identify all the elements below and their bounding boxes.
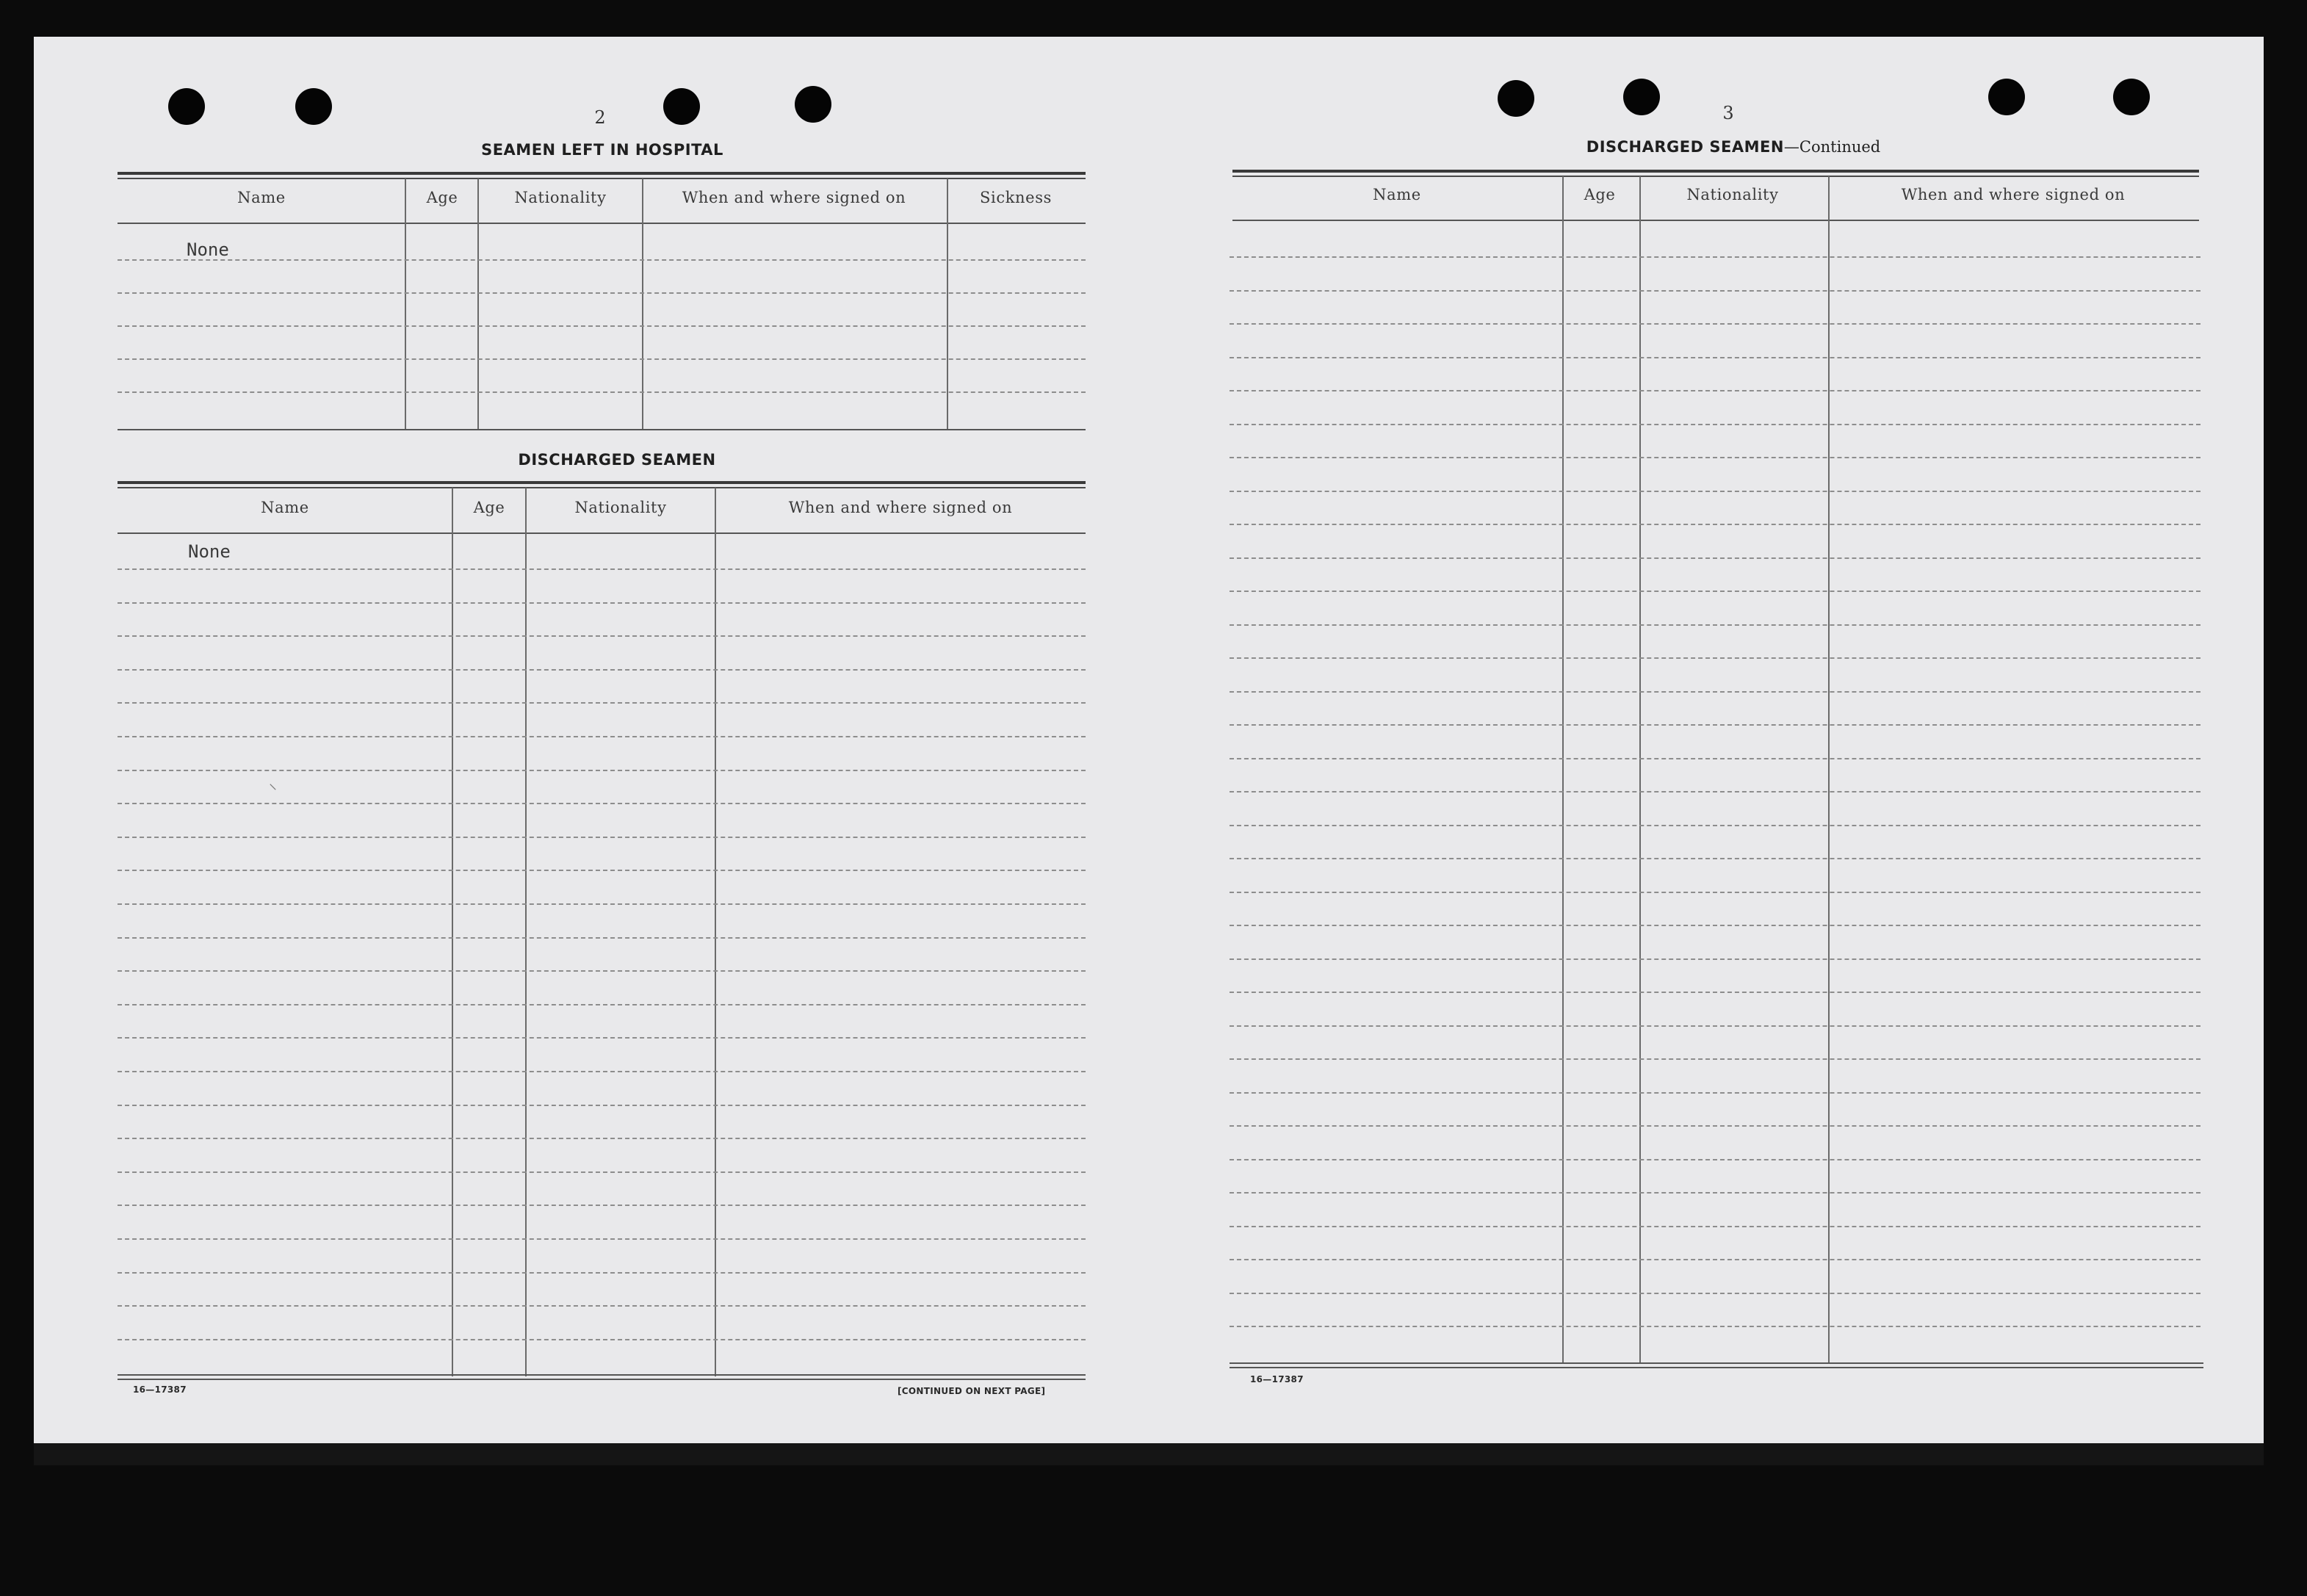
- row-line: [1230, 858, 2201, 859]
- row-line: [118, 1238, 1086, 1240]
- page-number-right: 3: [1722, 103, 1734, 123]
- row-line: [118, 803, 1086, 804]
- row-line: [1230, 657, 2201, 659]
- discharged-header-nationality: Nationality: [574, 499, 667, 516]
- right-top-rule: [1232, 170, 2199, 173]
- row-line: [1230, 1326, 2201, 1327]
- sheet-edge-shadow: [34, 1443, 2264, 1465]
- discharged-col-divider: [452, 488, 453, 1376]
- right-title-suffix: —Continued: [1783, 138, 1881, 156]
- hospital-header-name: Name: [237, 189, 286, 206]
- right-form-number: 16—17387: [1250, 1374, 1304, 1384]
- row-line: [118, 1272, 1086, 1274]
- row-line: [1230, 1058, 2201, 1060]
- right-bottom-rule-2: [1230, 1367, 2203, 1368]
- punch-hole: [168, 88, 205, 125]
- row-line: [118, 970, 1086, 972]
- row-line: [118, 837, 1086, 838]
- hospital-top-rule-2: [118, 178, 1086, 179]
- row-line: [118, 1205, 1086, 1206]
- right-section-title: [1528, 138, 1939, 156]
- hospital-row-line: [118, 358, 1086, 360]
- row-line: [1230, 357, 2201, 358]
- row-line: [1230, 992, 2201, 993]
- discharged-header-age: Age: [473, 499, 505, 516]
- row-line: [1230, 424, 2201, 425]
- row-line: [1230, 1192, 2201, 1194]
- row-line: [118, 1305, 1086, 1307]
- hospital-header-sickness: Sickness: [980, 189, 1052, 206]
- hospital-header-age: Age: [426, 189, 458, 206]
- left-form-number: 16—17387: [133, 1384, 187, 1395]
- row-line: [1230, 925, 2201, 926]
- row-line: [118, 1339, 1086, 1340]
- row-line: [1230, 1259, 2201, 1260]
- row-line: [1230, 1125, 2201, 1127]
- row-line: [118, 602, 1086, 604]
- row-line: [1230, 624, 2201, 626]
- row-line: [118, 770, 1086, 771]
- discharged-section-title: DISCHARGED SEAMEN: [518, 451, 716, 469]
- discharged-bottom-rule: [118, 1374, 1086, 1376]
- punch-hole: [1623, 79, 1660, 115]
- row-line: [118, 669, 1086, 671]
- row-line: [1230, 390, 2201, 391]
- hospital-entry: None: [187, 239, 229, 260]
- row-line: [1230, 691, 2201, 693]
- hospital-row-line: [118, 292, 1086, 294]
- row-line: [1230, 1092, 2201, 1094]
- row-line: [118, 903, 1086, 905]
- discharged-header-signed-on: When and where signed on: [788, 499, 1013, 516]
- right-header-rule: [1232, 220, 2199, 221]
- right-col-divider: [1639, 176, 1641, 1364]
- row-line: [118, 1138, 1086, 1139]
- row-line: [1230, 591, 2201, 592]
- discharged-entry: None: [188, 541, 231, 562]
- page-number-left: 2: [594, 107, 606, 128]
- row-line: [118, 870, 1086, 871]
- hospital-top-rule: [118, 172, 1086, 175]
- row-line: [118, 1105, 1086, 1106]
- row-line: [1230, 524, 2201, 525]
- row-line: [1230, 323, 2201, 325]
- right-title-main: DISCHARGED SEAMEN: [1586, 138, 1784, 156]
- right-col-divider: [1828, 176, 1830, 1364]
- stray-marks: ⸌: [269, 781, 278, 800]
- row-line: [118, 736, 1086, 737]
- continued-note: [CONTINUED ON NEXT PAGE]: [898, 1386, 1046, 1396]
- row-line: [1230, 1226, 2201, 1227]
- row-line: [1230, 892, 2201, 893]
- row-line: [118, 1004, 1086, 1005]
- right-header-signed-on: When and where signed on: [1901, 186, 2126, 203]
- row-line: [1230, 724, 2201, 726]
- hospital-section-title: SEAMEN LEFT IN HOSPITAL: [481, 141, 723, 159]
- row-line: [118, 1037, 1086, 1039]
- row-line: [1230, 1025, 2201, 1027]
- row-line: [1230, 290, 2201, 292]
- discharged-col-divider: [715, 488, 716, 1376]
- discharged-top-rule-2: [118, 487, 1086, 488]
- right-bottom-rule: [1230, 1362, 2203, 1364]
- right-header-age: Age: [1584, 186, 1616, 203]
- discharged-top-rule: [118, 481, 1086, 484]
- discharged-bottom-rule-2: [118, 1379, 1086, 1380]
- punch-hole: [2113, 79, 2150, 115]
- row-line: [118, 568, 1086, 570]
- discharged-col-divider: [525, 488, 527, 1376]
- right-top-rule-2: [1232, 176, 2199, 177]
- punch-hole: [1988, 79, 2025, 115]
- hospital-header-nationality: Nationality: [514, 189, 607, 206]
- row-line: [1230, 958, 2201, 960]
- row-line: [1230, 791, 2201, 792]
- row-line: [118, 937, 1086, 939]
- row-line: [1230, 758, 2201, 759]
- row-line: [1230, 457, 2201, 458]
- row-line: [118, 702, 1086, 704]
- hospital-row-line: [118, 391, 1086, 393]
- hospital-bottom-rule: [118, 429, 1086, 430]
- row-line: [118, 635, 1086, 637]
- hospital-header-rule: [118, 223, 1086, 224]
- right-header-nationality: Nationality: [1686, 186, 1779, 203]
- right-col-divider: [1562, 176, 1564, 1364]
- hospital-row-line: [118, 259, 1086, 261]
- row-line: [1230, 491, 2201, 492]
- row-line: [1230, 256, 2201, 258]
- right-header-name: Name: [1373, 186, 1421, 203]
- punch-hole: [1498, 80, 1534, 117]
- row-line: [1230, 1293, 2201, 1294]
- row-line: [1230, 825, 2201, 826]
- punch-hole: [295, 88, 332, 125]
- row-line: [118, 1171, 1086, 1173]
- row-line: [118, 1071, 1086, 1072]
- punch-hole: [663, 88, 700, 125]
- discharged-header-name: Name: [261, 499, 309, 516]
- document-sheet: [34, 37, 2264, 1454]
- discharged-header-rule: [118, 532, 1086, 534]
- row-line: [1230, 1159, 2201, 1160]
- hospital-row-line: [118, 325, 1086, 327]
- punch-hole: [795, 86, 831, 123]
- hospital-header-signed-on: When and where signed on: [682, 189, 906, 206]
- row-line: [1230, 557, 2201, 559]
